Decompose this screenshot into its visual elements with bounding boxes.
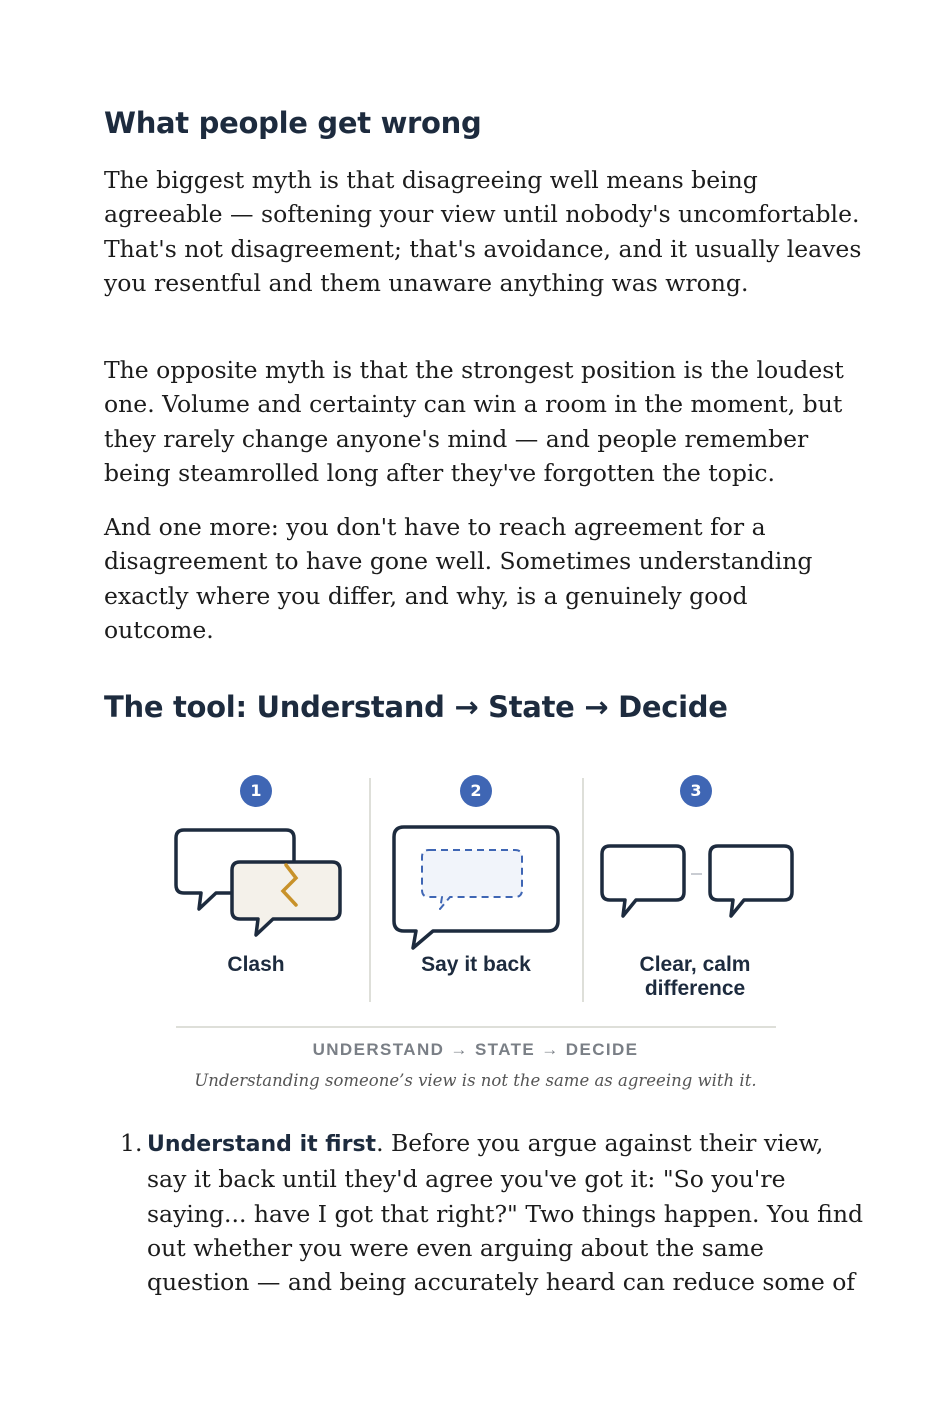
paragraph-myth-loudest: The opposite myth is that the strongest position is the loudest one. Volume and certainty can win a room in the moment, but they rarely change anyone's mind — and people remember being steamrolled long after they've forgotten the topic. <box>104 356 844 487</box>
list-item <box>104 1126 864 1299</box>
step-2-badge: 2 <box>460 775 492 807</box>
diagram-caption-title: UNDERSTAND → STATE → DECIDE <box>312 1040 639 1059</box>
list-item-text: . Before you argue against their view, say it back until they'd agree you've got it: "So you're saying... have I got that right?" Two things happen. You find out whether you were even arguing about the same question — and being accurately heard can reduce some of <box>147 1129 863 1297</box>
step-2-label: Say it back <box>421 953 531 976</box>
clashing-speech-bubbles-icon <box>170 825 350 940</box>
nested-speech-bubble-icon <box>388 822 568 952</box>
section-heading-the-tool: The tool: Understand → State → Decide <box>104 690 728 724</box>
diagram-caption-rule <box>176 1026 776 1028</box>
diagram-caption-subtitle: Understanding someone’s view is not the same as agreeing with it. <box>194 1071 757 1090</box>
step-1-badge: 1 <box>240 775 272 807</box>
step-3-badge: 3 <box>680 775 712 807</box>
paragraph-agreement-not-required: And one more: you don't have to reach agreement for a disagreement to have gone well. Sometimes understanding exactly where you differ, and why, is a genuinely good outcome. <box>104 513 813 644</box>
step-3-label: Clear, calm difference <box>639 953 751 1000</box>
list-item-body <box>147 1126 864 1299</box>
list-item-number: 1. <box>120 1129 143 1157</box>
step-1-label: Clash <box>227 953 285 976</box>
list-item-lead: Understand it first <box>147 1132 377 1157</box>
paragraph-myth-agreeable: The biggest myth is that disagreeing well means being agreeable — softening your view until nobody's uncomfortable. That's not disagreement; that's avoidance, and it usually leaves you resentful and them unaware anything was wrong. <box>104 166 862 297</box>
separate-speech-bubbles-icon <box>598 842 798 922</box>
steps-list <box>104 1126 864 1299</box>
diagram-divider-1 <box>369 778 371 1002</box>
section-heading-what-people-get-wrong: What people get wrong <box>104 106 482 140</box>
diagram-divider-2 <box>582 778 584 1002</box>
